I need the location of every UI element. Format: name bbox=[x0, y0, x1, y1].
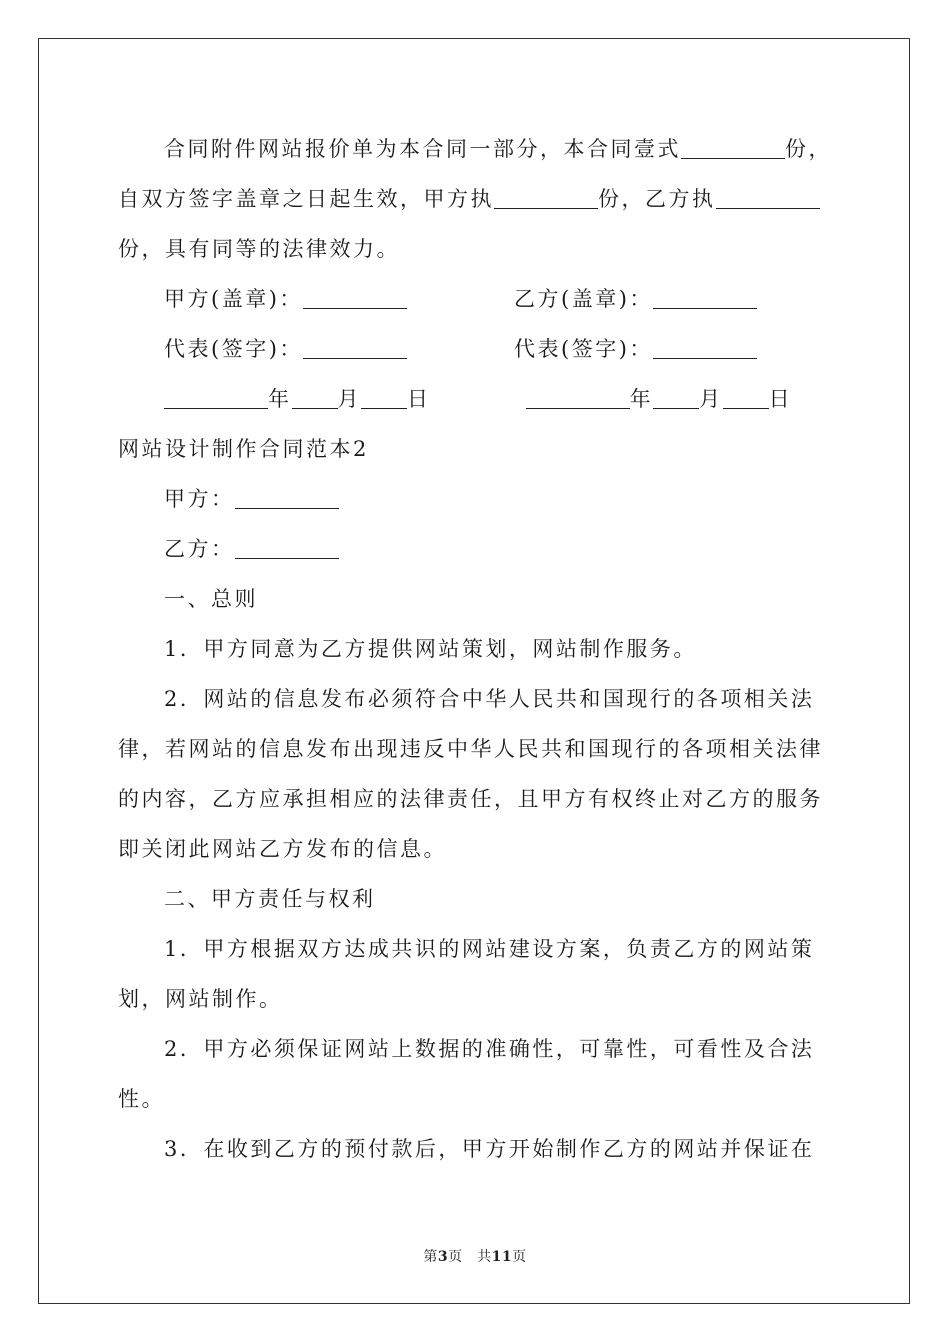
blank-line bbox=[723, 388, 769, 409]
blank-line bbox=[681, 138, 785, 159]
footer-text: 页 bbox=[512, 1249, 527, 1265]
blank-line bbox=[361, 388, 407, 409]
blank-line bbox=[164, 388, 268, 409]
footer-text: 页 共 bbox=[448, 1249, 492, 1265]
party-a-seal-label: 甲方(盖章)： bbox=[164, 287, 303, 311]
blank-line bbox=[235, 538, 339, 559]
day-label: 日 bbox=[768, 387, 793, 411]
blank-line bbox=[653, 388, 699, 409]
text-fragment: 份，乙方执 bbox=[598, 187, 716, 211]
rep-a-label: 代表(签字)： bbox=[164, 337, 303, 361]
signature-row-date bbox=[118, 374, 838, 424]
section-heading: 一、总则 bbox=[164, 587, 258, 611]
party-a-label: 甲方： bbox=[164, 487, 235, 511]
blank-line bbox=[653, 338, 757, 359]
current-page-number: 3 bbox=[437, 1249, 449, 1265]
blank-line bbox=[303, 338, 407, 359]
signature-row-rep bbox=[118, 324, 838, 374]
rep-b-label: 代表(签字)： bbox=[514, 337, 653, 361]
party-a-line bbox=[118, 474, 838, 524]
blank-line bbox=[526, 388, 630, 409]
page-footer bbox=[0, 1246, 950, 1266]
text-fragment: 份，自双方签字盖章之日起生效，甲方执 bbox=[118, 137, 832, 211]
clause-paragraph: 2．网站的信息发布必须符合中华人民共和国现行的各项相关法律，若网站的信息发布出现违反中华人民共和国现行的各项相关法律的内容，乙方应承担相应的法律责任，且甲方有权终止对乙方的服务即关闭此网站乙方发布的信息。 bbox=[118, 687, 823, 861]
clause-paragraph: 2．甲方必须保证网站上数据的准确性，可靠性，可看性及合法性。 bbox=[118, 1037, 815, 1111]
signature-row-seal bbox=[118, 274, 838, 324]
day-label: 日 bbox=[407, 387, 431, 411]
blank-line bbox=[716, 188, 820, 209]
section-heading: 二、甲方责任与权利 bbox=[164, 887, 376, 911]
party-b-seal-label: 乙方(盖章)： bbox=[514, 287, 653, 311]
year-label: 年 bbox=[268, 387, 292, 411]
blank-line bbox=[494, 188, 598, 209]
month-label: 月 bbox=[337, 387, 361, 411]
footer-text: 第 bbox=[423, 1249, 438, 1265]
year-label: 年 bbox=[629, 387, 654, 411]
party-b-line bbox=[118, 524, 838, 574]
blank-line bbox=[235, 488, 339, 509]
blank-line bbox=[303, 288, 407, 309]
blank-line bbox=[292, 388, 338, 409]
text-fragment: 合同附件网站报价单为本合同一部分，本合同壹式 bbox=[164, 137, 681, 161]
month-label: 月 bbox=[699, 387, 723, 411]
document-title: 网站设计制作合同范本2 bbox=[118, 437, 369, 461]
text-fragment: 份，具有同等的法律效力。 bbox=[118, 237, 400, 261]
party-b-label: 乙方： bbox=[164, 537, 235, 561]
document-body bbox=[118, 124, 838, 1174]
clause-paragraph: 1．甲方同意为乙方提供网站策划，网站制作服务。 bbox=[164, 637, 697, 661]
clause-paragraph: 1．甲方根据双方达成共识的网站建设方案，负责乙方的网站策划，网站制作。 bbox=[118, 937, 815, 1011]
blank-line bbox=[653, 288, 757, 309]
total-page-number: 11 bbox=[491, 1249, 513, 1265]
clause-paragraph: 3．在收到乙方的预付款后，甲方开始制作乙方的网站并保证在 bbox=[164, 1137, 815, 1161]
paragraph-copies bbox=[118, 124, 838, 274]
